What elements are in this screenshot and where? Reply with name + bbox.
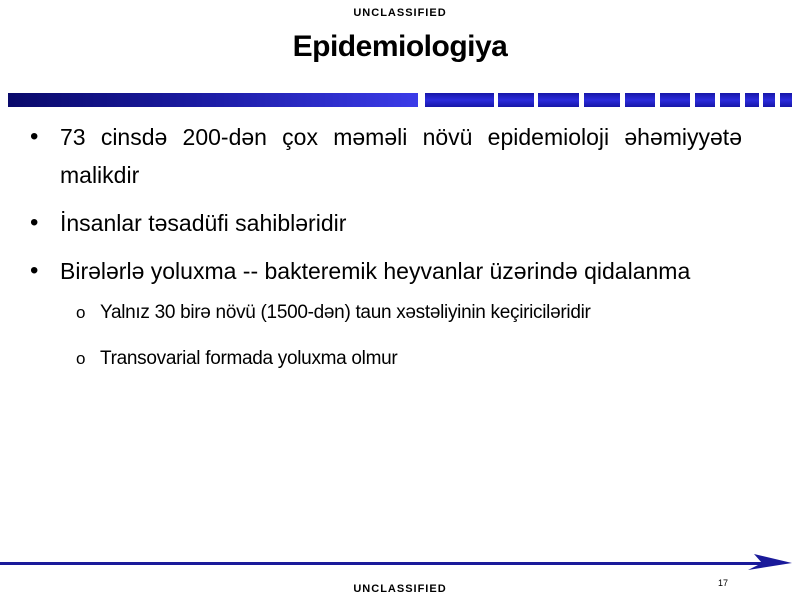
classification-header: UNCLASSIFIED xyxy=(353,7,447,19)
bullet-item xyxy=(30,252,742,290)
header-bar-gradient xyxy=(8,93,418,107)
sub-bullet-circle-icon: o xyxy=(76,349,86,368)
sub-bullet-text: Transovarial formada yoluxma olmur xyxy=(100,348,398,369)
bullet-item xyxy=(30,204,742,242)
sub-bullet-text: Yalnız 30 birə növü (1500-dən) taun xəstəliyinin keçiriciləridir xyxy=(100,302,591,323)
header-bar-segment xyxy=(425,93,494,107)
bullet-text: 73 cinsdə 200-dən çox məməli növü epidemioloji əhəmiyyətə malikdir xyxy=(60,124,742,188)
classification-footer: UNCLASSIFIED xyxy=(353,583,447,595)
header-bar-segment xyxy=(780,93,792,107)
slide-body xyxy=(30,118,742,392)
header-bar-segment xyxy=(695,93,715,107)
bullet-dot-icon: • xyxy=(30,257,39,284)
header-bar-segment xyxy=(745,93,759,107)
bullet-dot-icon: • xyxy=(30,123,39,150)
sub-bullet-circle-icon: o xyxy=(76,303,86,322)
sub-bullet-list xyxy=(30,300,742,372)
header-bar-segment xyxy=(625,93,655,107)
header-bar-segment xyxy=(584,93,620,107)
slide-title: Epidemiologiya xyxy=(292,30,508,63)
header-bar-segment xyxy=(763,93,775,107)
sub-bullet-item xyxy=(30,300,742,326)
decorative-header-bar xyxy=(8,93,794,107)
arrow-icon xyxy=(748,552,792,574)
footer-divider-line xyxy=(0,562,770,565)
bullet-text: Birələrlə yoluxma -- bakteremik heyvanlar üzərində qidalanma xyxy=(60,258,691,284)
bullet-dot-icon: • xyxy=(30,209,39,236)
sub-bullet-item xyxy=(30,346,742,372)
header-bar-segment xyxy=(538,93,579,107)
bullet-text: İnsanlar təsadüfi sahibləridir xyxy=(60,210,347,236)
bullet-item xyxy=(30,118,742,194)
header-bar-segment xyxy=(720,93,740,107)
header-bar-segment xyxy=(498,93,534,107)
header-bar-segment xyxy=(660,93,690,107)
page-number: 17 xyxy=(718,578,729,588)
